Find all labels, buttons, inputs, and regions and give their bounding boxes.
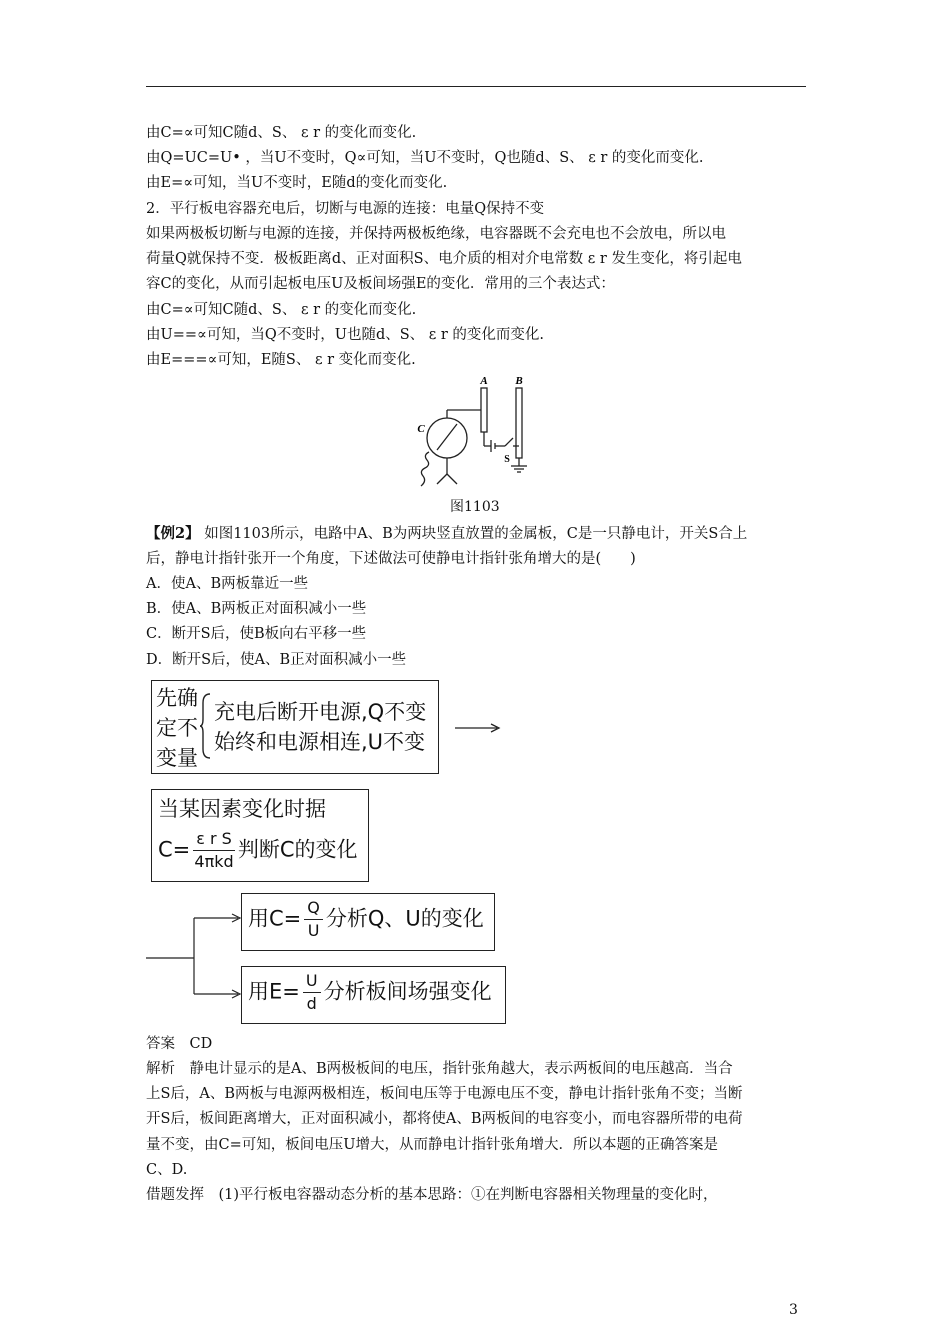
text-line: 由C=∝可知C随d、S、 ε r 的变化而变化. [146, 125, 417, 141]
plate-b-label: B [515, 375, 523, 387]
option-c: C．断开S后，使B板向右平移一些 [146, 626, 367, 642]
tip-line: 借题发挥 (1)平行板电容器动态分析的基本思路：①在判断电容器相关物理量的变化时， [146, 1187, 718, 1203]
text-line: 由U==∝可知，当Q不变时，U也随d、S、 ε r 的变化而变化. [146, 327, 545, 343]
page-number: 3 [789, 1302, 798, 1318]
text-line: 荷量Q就保持不变．极板距离d、正对面积S、电介质的相对介电常数 ε r 发生变化，将引起电 [146, 251, 742, 267]
brace-icon [199, 693, 211, 759]
analysis-line: C、D. [146, 1162, 188, 1178]
switch-label: S [504, 454, 510, 465]
capacitance-formula: C= $\frac{\text{ε r S}}{\text{4πkd}}$ 判断C的变化 [158, 829, 358, 871]
section-heading: 2．平行板电容器充电后，切断与电源的连接：电量Q保持不变 [146, 201, 545, 217]
example-question-part-1: 如图1103所示，电路中A、B为两块竖直放置的金属板，C是一只静电计，开关S合上 [199, 526, 748, 542]
header-rule [146, 86, 806, 87]
plate-a-label: A [480, 375, 488, 387]
example-tag: 【例2】 [146, 525, 200, 542]
figure-caption: 图1103 [450, 499, 500, 515]
qu-formula: 用C= $\frac{Q}{U}$ 分析Q、U的变化 [248, 898, 484, 940]
option-a: A．使A、B两板靠近一些 [146, 576, 309, 592]
arrow-right-icon [455, 722, 501, 734]
electrometer-label: C [417, 423, 425, 435]
text-line: 由Q=UC=U• ，当U不变时，Q∝可知，当U不变时，Q也随d、S、 ε r 的变化而变化. [146, 150, 704, 166]
option-b: B．使A、B两板正对面积减小一些 [146, 601, 367, 617]
text-line: 由E=∝可知，当U不变时，E随d的变化而变化. [146, 175, 448, 191]
flow-box-invariant [151, 680, 439, 774]
analysis-line: 量不变，由C=可知，板间电压U增大，从而静电计指针张角增大．所以本题的正确答案是 [146, 1137, 718, 1153]
answer: 答案 CD [146, 1036, 213, 1052]
flow-box-capacitance [151, 789, 369, 882]
box2-line1: 当某因素变化时据 [158, 797, 326, 821]
analysis-line: 上S后，A、B两板与电源两极相连，板间电压等于电源电压不变，静电计指针张角不变；当断 [146, 1086, 743, 1102]
field-formula: 用E= $\frac{U}{d}$ 分析板间场强变化 [248, 971, 492, 1013]
example-question-part-2: 后，静电计指针张开一个角度，下述做法可使静电计指针张角增大的是( ) [146, 551, 636, 567]
example-line-1 [146, 524, 747, 544]
text-line: 容C的变化，从而引起板电压U及板间场强E的变化．常用的三个表达式： [146, 276, 615, 292]
analysis-line: 解析 静电计显示的是A、B两极板间的电压，指针张角越大，表示两板间的电压越高．当合 [146, 1061, 733, 1077]
flow-box-qu [241, 893, 495, 951]
branch-connector [146, 890, 246, 1000]
electrometer-circuit-figure [405, 374, 555, 494]
text-line: 由E===∝可知，E随S、 ε r 变化而变化. [146, 352, 416, 368]
invariant-label: 先确 定不 变量 [156, 686, 198, 770]
analysis-line: 开S后，板间距离增大，正对面积减小，都将使A、B两板间的电容变小，而电容器所带的电荷 [146, 1111, 743, 1127]
invariant-cases: 充电后断开电源,Q不变 始终和电源相连,U不变 [214, 700, 427, 754]
option-d: D．断开S后，使A、B正对面积减小一些 [146, 652, 407, 668]
text-line: 如果两极板切断与电源的连接，并保持两极板绝缘，电容器既不会充电也不会放电，所以电 [146, 226, 726, 242]
text-line: 由C=∝可知C随d、S、 ε r 的变化而变化. [146, 302, 417, 318]
flow-box-field [241, 966, 506, 1024]
